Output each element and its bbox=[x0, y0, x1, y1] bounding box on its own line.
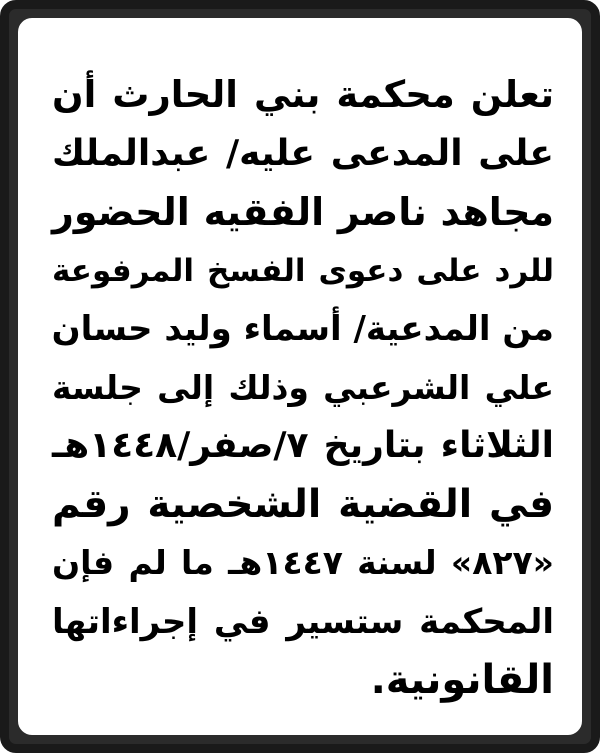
notice-line-6: علي الشرعبي وذلك إلى جلسة bbox=[52, 367, 554, 407]
notice-line-8: في القضية الشخصية رقم bbox=[52, 481, 554, 527]
notice-line-10: المحكمة ستسير في إجراءاتها bbox=[52, 601, 554, 642]
notice-line-7: الثلاثاء بتاريخ ٧/صفر/١٤٤٨هـ bbox=[52, 425, 554, 466]
notice-line-3: مجاهد ناصر الفقيه الحضور bbox=[52, 190, 554, 234]
notice-line-9: «٨٢٧» لسنة ١٤٤٧هـ ما لم فإن bbox=[52, 543, 554, 582]
notice-line-5: من المدعية/ أسماء وليد حسان bbox=[51, 309, 554, 349]
notice-line-11: القانونية. bbox=[370, 657, 554, 703]
notice-line-4: للرد على دعوى الفسخ المرفوعة bbox=[52, 252, 554, 289]
notice-line-1: تعلن محكمة بني الحارث أن bbox=[52, 73, 554, 116]
notice-line-2: على المدعى عليه/ عبدالملك bbox=[52, 132, 554, 174]
court-notice-text bbox=[52, 66, 554, 710]
notice-panel bbox=[18, 18, 582, 735]
